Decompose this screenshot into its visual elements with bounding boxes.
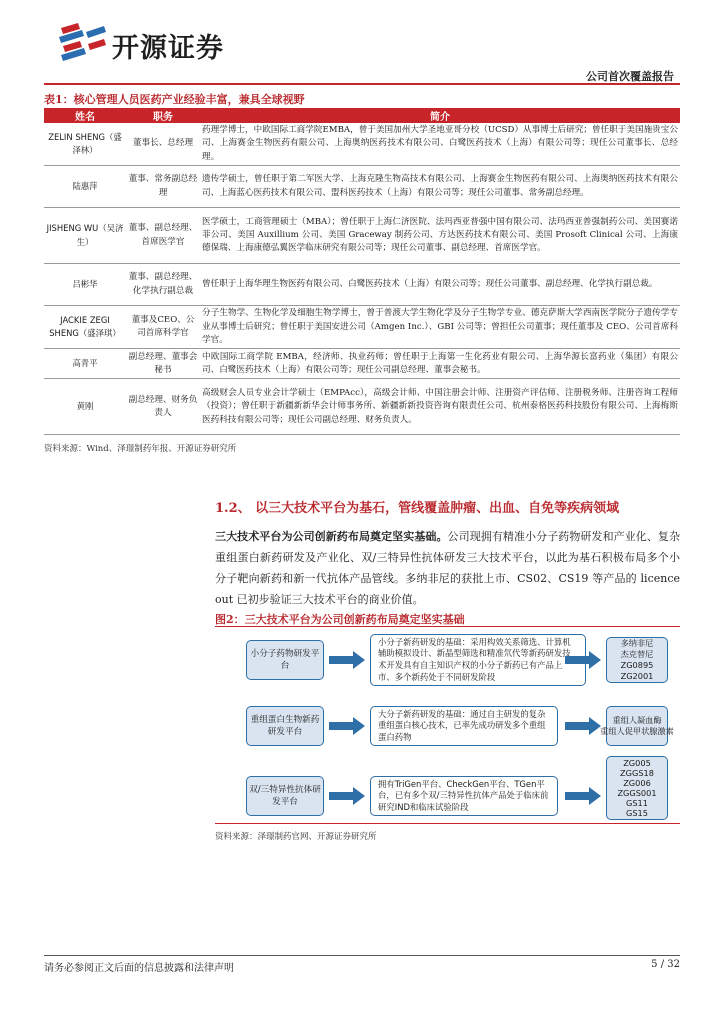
footer-divider: [44, 955, 680, 956]
platform-detail-multispecific-antibody: 拥有TriGen平台、CheckGen平台、TGen平台，已有多个双/三特异性抗体产品处于临床前研究IND和临床试验阶段: [370, 776, 558, 816]
section-heading: 1.2、 以三大技术平台为基石，管线覆盖肿瘤、出血、自免等疾病领域: [215, 501, 620, 516]
cell-name: JACKIE ZEGI SHENG（盛泽琪）: [44, 306, 126, 349]
arrow-right-icon: [565, 651, 601, 669]
cell-role: 董事长、总经理: [126, 123, 200, 166]
platform-detail-recombinant-protein: 大分子新药研发的基础：通过自主研发的复杂重组蛋白核心技术，已率先成功研发多个重组蛋白药物: [370, 706, 558, 746]
brand-logo-icon: [58, 22, 108, 62]
cell-name: 黄刚: [44, 379, 126, 435]
cell-name: JISHENG WU（吴济生）: [44, 208, 126, 264]
cell-role: 董事及CEO、公司首席科学官: [126, 306, 200, 349]
column-header-bio: 简介: [200, 108, 680, 123]
figure-source-note: 资料来源：泽璟制药官网、开源证券研究所: [215, 832, 377, 842]
cell-bio: 药理学博士，中欧国际工商学院EMBA，曾于美国加州大学圣地亚哥分校（UCSD）从事博士后研究；曾任职于美国施贵宝公司、上海赛金生物医药有限公司、上海奥纳医药技术有限公司、白鹭医药技术（上海）有限公司等；现任公司董事长、总经理。: [200, 123, 680, 166]
cell-role: 董事、副总经理、化学执行副总裁: [126, 264, 200, 306]
cell-bio: 高级财会人员专业会计学硕士（EMPAcc），高级会计师、中国注册会计师、注册资产评估师、注册税务师、注册咨询工程师（投资）；曾任职于新疆新新华会计师事务所、新疆新新投资咨询有限责任公司、杭州泰格医药科技股份有限公司、上海梅斯医药科技有限公司等；现任公司副总经理、财务负责人。: [200, 379, 680, 435]
arrow-right-icon: [565, 787, 601, 805]
table-caption: 表1：核心管理人员医药产业经验丰富，兼具全球视野: [44, 93, 305, 106]
cell-bio: 中欧国际工商学院 EMBA，经济师、执业药师；曾任职于上海第一生化药业有限公司、上海华源长富药业（集团）有限公司、白鹭医药技术（上海）有限公司等；现任公司副总经理、董事会秘书。: [200, 349, 680, 379]
figure-bottom-divider: [215, 823, 680, 824]
cell-name: 高青平: [44, 349, 126, 379]
cell-role: 董事、常务副总经理: [126, 166, 200, 208]
arrow-right-icon: [565, 717, 601, 735]
arrow-right-icon: [329, 651, 365, 669]
platform-detail-small-molecule: 小分子新药研发的基础：采用构效关系筛选、计算机辅助模拟设计、新晶型筛选和精准氘代等新药研发技术开发具有自主知识产权的小分子新药已有产品上市、多个新药处于不同研发阶段: [370, 634, 586, 686]
arrow-right-icon: [329, 717, 365, 735]
report-type-label: 公司首次覆盖报告: [586, 70, 674, 83]
table-header-row: [44, 108, 680, 123]
column-header-role: 职务: [126, 108, 200, 123]
product-list-small-molecule: 多纳非尼 杰克替尼 ZG0895 ZG2001: [606, 637, 668, 683]
brand-name: 开源证券: [112, 33, 224, 64]
figure-top-divider: [215, 626, 680, 627]
cell-bio: 曾任职于上海华理生物医药有限公司、白鹭医药技术（上海）有限公司等；现任公司董事、副总经理、化学执行副总裁。: [200, 264, 680, 306]
cell-name: 陆惠萍: [44, 166, 126, 208]
cell-bio: 分子生物学、生物化学及细胞生物学博士，曾于普渡大学生物化学及分子生物学专业、德克萨斯大学西南医学院分子遗传学专业从事博士后研究；曾任职于美国安进公司（Amgen Inc.）、GBI 公司等；曾担任公司董事；现任董事及 CEO、公司首席科学官。: [200, 306, 680, 349]
cell-name: 吕彬华: [44, 264, 126, 306]
cell-name: ZELIN SHENG（盛泽林）: [44, 123, 126, 166]
table-row: [44, 349, 680, 379]
table-row: [44, 123, 680, 166]
page-number: 5 / 32: [651, 959, 680, 970]
table-row: [44, 379, 680, 435]
section-paragraph: [215, 526, 680, 610]
platform-box-multispecific-antibody: 双/三特异性抗体研发平台: [246, 776, 324, 816]
table-row: [44, 306, 680, 349]
cell-role: 副总经理、董事会秘书: [126, 349, 200, 379]
footer-disclaimer: 请务必参阅正文后面的信息披露和法律声明: [44, 963, 234, 974]
cell-bio: 遗传学硕士，曾任职于第二军医大学、上海克隆生物高技术有限公司、上海赛金生物医药有限公司、上海奥纳医药技术有限公司、上海蓝心医药技术有限公司、盟科医药技术（上海）有限公司等；现任公司董事、常务副总经理。: [200, 166, 680, 208]
table-row: [44, 264, 680, 306]
management-table: [44, 108, 680, 435]
table-row: [44, 208, 680, 264]
platform-box-recombinant-protein: 重组蛋白生物新药研发平台: [246, 706, 324, 746]
cell-role: 董事、副总经理、首席医学官: [126, 208, 200, 264]
platform-box-small-molecule: 小分子药物研发平台: [246, 640, 324, 680]
header-divider: [44, 83, 680, 85]
cell-bio: 医学硕士，工商管理硕士（MBA）；曾任职于上海仁济医院、法玛西亚普强中国有限公司、法玛西亚普强制药公司、美国赛诺菲公司、美国 Auxillium 公司、美国 Graceway 制药公司、方达医药技术有限公司、美国 Prosoft Clinical 公司、上海康德保瑞、上海康德弘翼医学临床研究有限公司等；现任公司董事、副总经理、首席医学官。: [200, 208, 680, 264]
table-row: [44, 166, 680, 208]
product-list-multispecific-antibody: ZG005 ZGGS18 ZG006 ZGGS001 GS11 GS15: [606, 756, 668, 820]
column-header-name: 姓名: [44, 108, 126, 123]
paragraph-lead: 三大技术平台为公司创新药布局奠定坚实基础。: [215, 530, 448, 543]
table-source-note: 资料来源：Wind、泽璟制药年报、开源证券研究所: [44, 444, 237, 454]
cell-role: 副总经理、财务负责人: [126, 379, 200, 435]
arrow-right-icon: [329, 787, 365, 805]
paragraph-body: 公司现拥有精准小分子药物研发和产业化、复杂重组蛋白新药研发及产业化、双/三特异性抗体研发三大技术平台，以此为基石积极布局多个小分子靶向新药和新一代抗体产品管线。多纳非尼的获批上市、CS02、CS19 等产品的 licence out 已初步验证三大技术平台的商业价值。: [215, 530, 681, 606]
figure-caption: 图2：三大技术平台为公司创新药布局奠定坚实基础: [215, 613, 465, 626]
product-list-recombinant-protein: 重组人凝血酶 重组人促甲状腺激素: [606, 706, 668, 746]
